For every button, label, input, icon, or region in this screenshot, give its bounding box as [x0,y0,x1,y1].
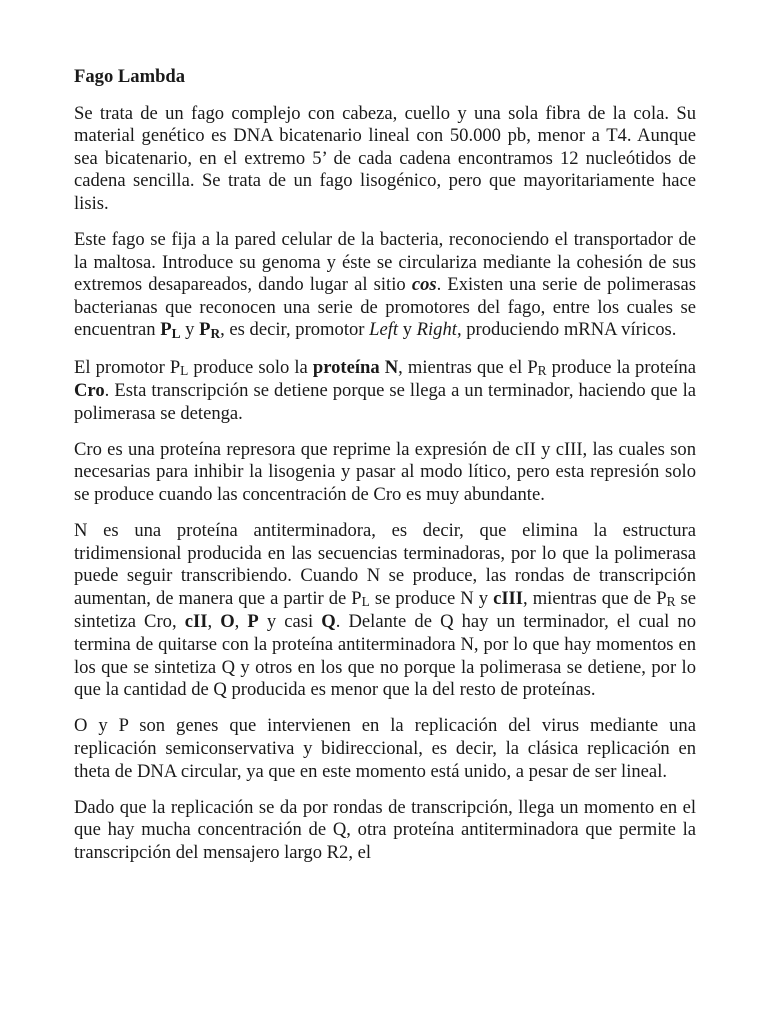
proteina-term: proteína [312,356,380,378]
text-run: , [234,611,248,633]
document-title: Fago Lambda [74,66,186,87]
paragraph-transcription-rounds: Dado que la replicación se da por rondas de transcripción, llega un momento en el que hay mucha concentración de Q, otra proteína antiterminadora que permite la transcripción del mensajero largo R2, el [74,796,696,863]
text-run: . Esta transcripción se detiene porque se llega a un terminador, haciendo que la polimerasa se detenga. [74,380,696,424]
text-run: se produce N y [369,587,494,609]
promoter-pr [199,319,220,340]
text-run: , mientras que de P [523,587,667,609]
promoter-pr-sub: R [210,325,221,341]
cos-site-term: cos [411,274,437,296]
text-run: produce solo la [188,356,313,378]
text-run: . Existen una serie de polimerasas bacterianas que reconocen una serie de promotores del fago, entre los cuales se encuentran [74,274,696,341]
cii-term: cII [184,611,208,633]
text-run: Este fago se fija a la pared celular de la bacteria, reconociendo el transportador de la maltosa. Introduce su genoma y éste se circulariza mediante la cohesión de sus extremos desapareados, dando lugar al sitio [74,229,696,296]
promoter-pl-sub: L [171,325,181,341]
text-run: , produciendo mRNA víricos. [456,319,677,341]
cro-term: Cro [74,380,105,402]
subscript-l: L [361,594,370,610]
paragraph-infection [74,229,696,343]
paragraph-cro: Cro es una proteína represora que reprime la expresión de cII y cIII, las cuales son necesarias para inhibir la lisogenia y pasar al modo lítico, pero esta represión solo se produce cuando las concentración de Cro es muy abundante. [74,438,696,505]
text-run: y [180,319,200,341]
left-term: Left [369,319,399,341]
promoter-pr-main: P [199,319,211,341]
text-run: produce la proteína [546,356,696,378]
q-term: Q [321,611,336,633]
text-run: , es decir, promotor [220,319,370,341]
p-term: P [247,611,259,633]
text-run: y [398,319,417,341]
paragraph-promoters [74,357,696,426]
right-term: Right [416,319,457,341]
text-run: N es una proteína antiterminadora, es decir, que elimina la estructura tridimensional producida en las secuencias terminadoras, por lo que la polimerasa puede seguir transcribiendo. Cuando N se produce, las rondas de transcripción aumentan, de manera que a partir de P [74,520,696,609]
paragraph-replication: O y P son genes que intervienen en la replicación del virus mediante una replicación semiconservativa y bidireccional, es decir, la clásica replicación en theta de DNA circular, ya que en este momento está unido, a pesar de ser lineal. [74,715,696,782]
promoter-pl [160,319,180,340]
text-run: y casi [258,611,322,633]
text-run: , [207,611,221,633]
text-run: se sintetiza Cro, [74,587,697,633]
paragraph-intro: Se trata de un fago complejo con cabeza, cuello y una sola fibra de la cola. Su material genético es DNA bicatenario lineal con 50.000 pb, menor a T4. Aunque sea bicatenario, en el extremo 5’ de cada cadena encontramos 12 nucleótidos de cadena sencilla. Se trata de un fago lisogénico, pero que mayoritariamente hace lisis. [74,102,696,214]
subscript-r: R [666,594,676,610]
ciii-term: cIII [493,587,524,609]
subscript-l: L [180,362,189,378]
promoter-pl-main: P [160,319,172,341]
paragraph-antiterminator [74,520,696,702]
text-run: , mientras que el P [398,356,538,378]
subscript-r: R [537,362,547,378]
n-term: N [384,356,399,378]
text-run: . Delante de Q hay un terminador, el cual no termina de quitarse con la proteína antiterminadora N, por lo que hay momentos en los que se sintetiza Q y otros en los que no porque la polimerasa se detiene, por lo que la cantidad de Q producida es menor que la del resto de proteínas. [74,611,696,701]
o-term: O [220,611,235,633]
text-run: El promotor P [74,356,181,378]
